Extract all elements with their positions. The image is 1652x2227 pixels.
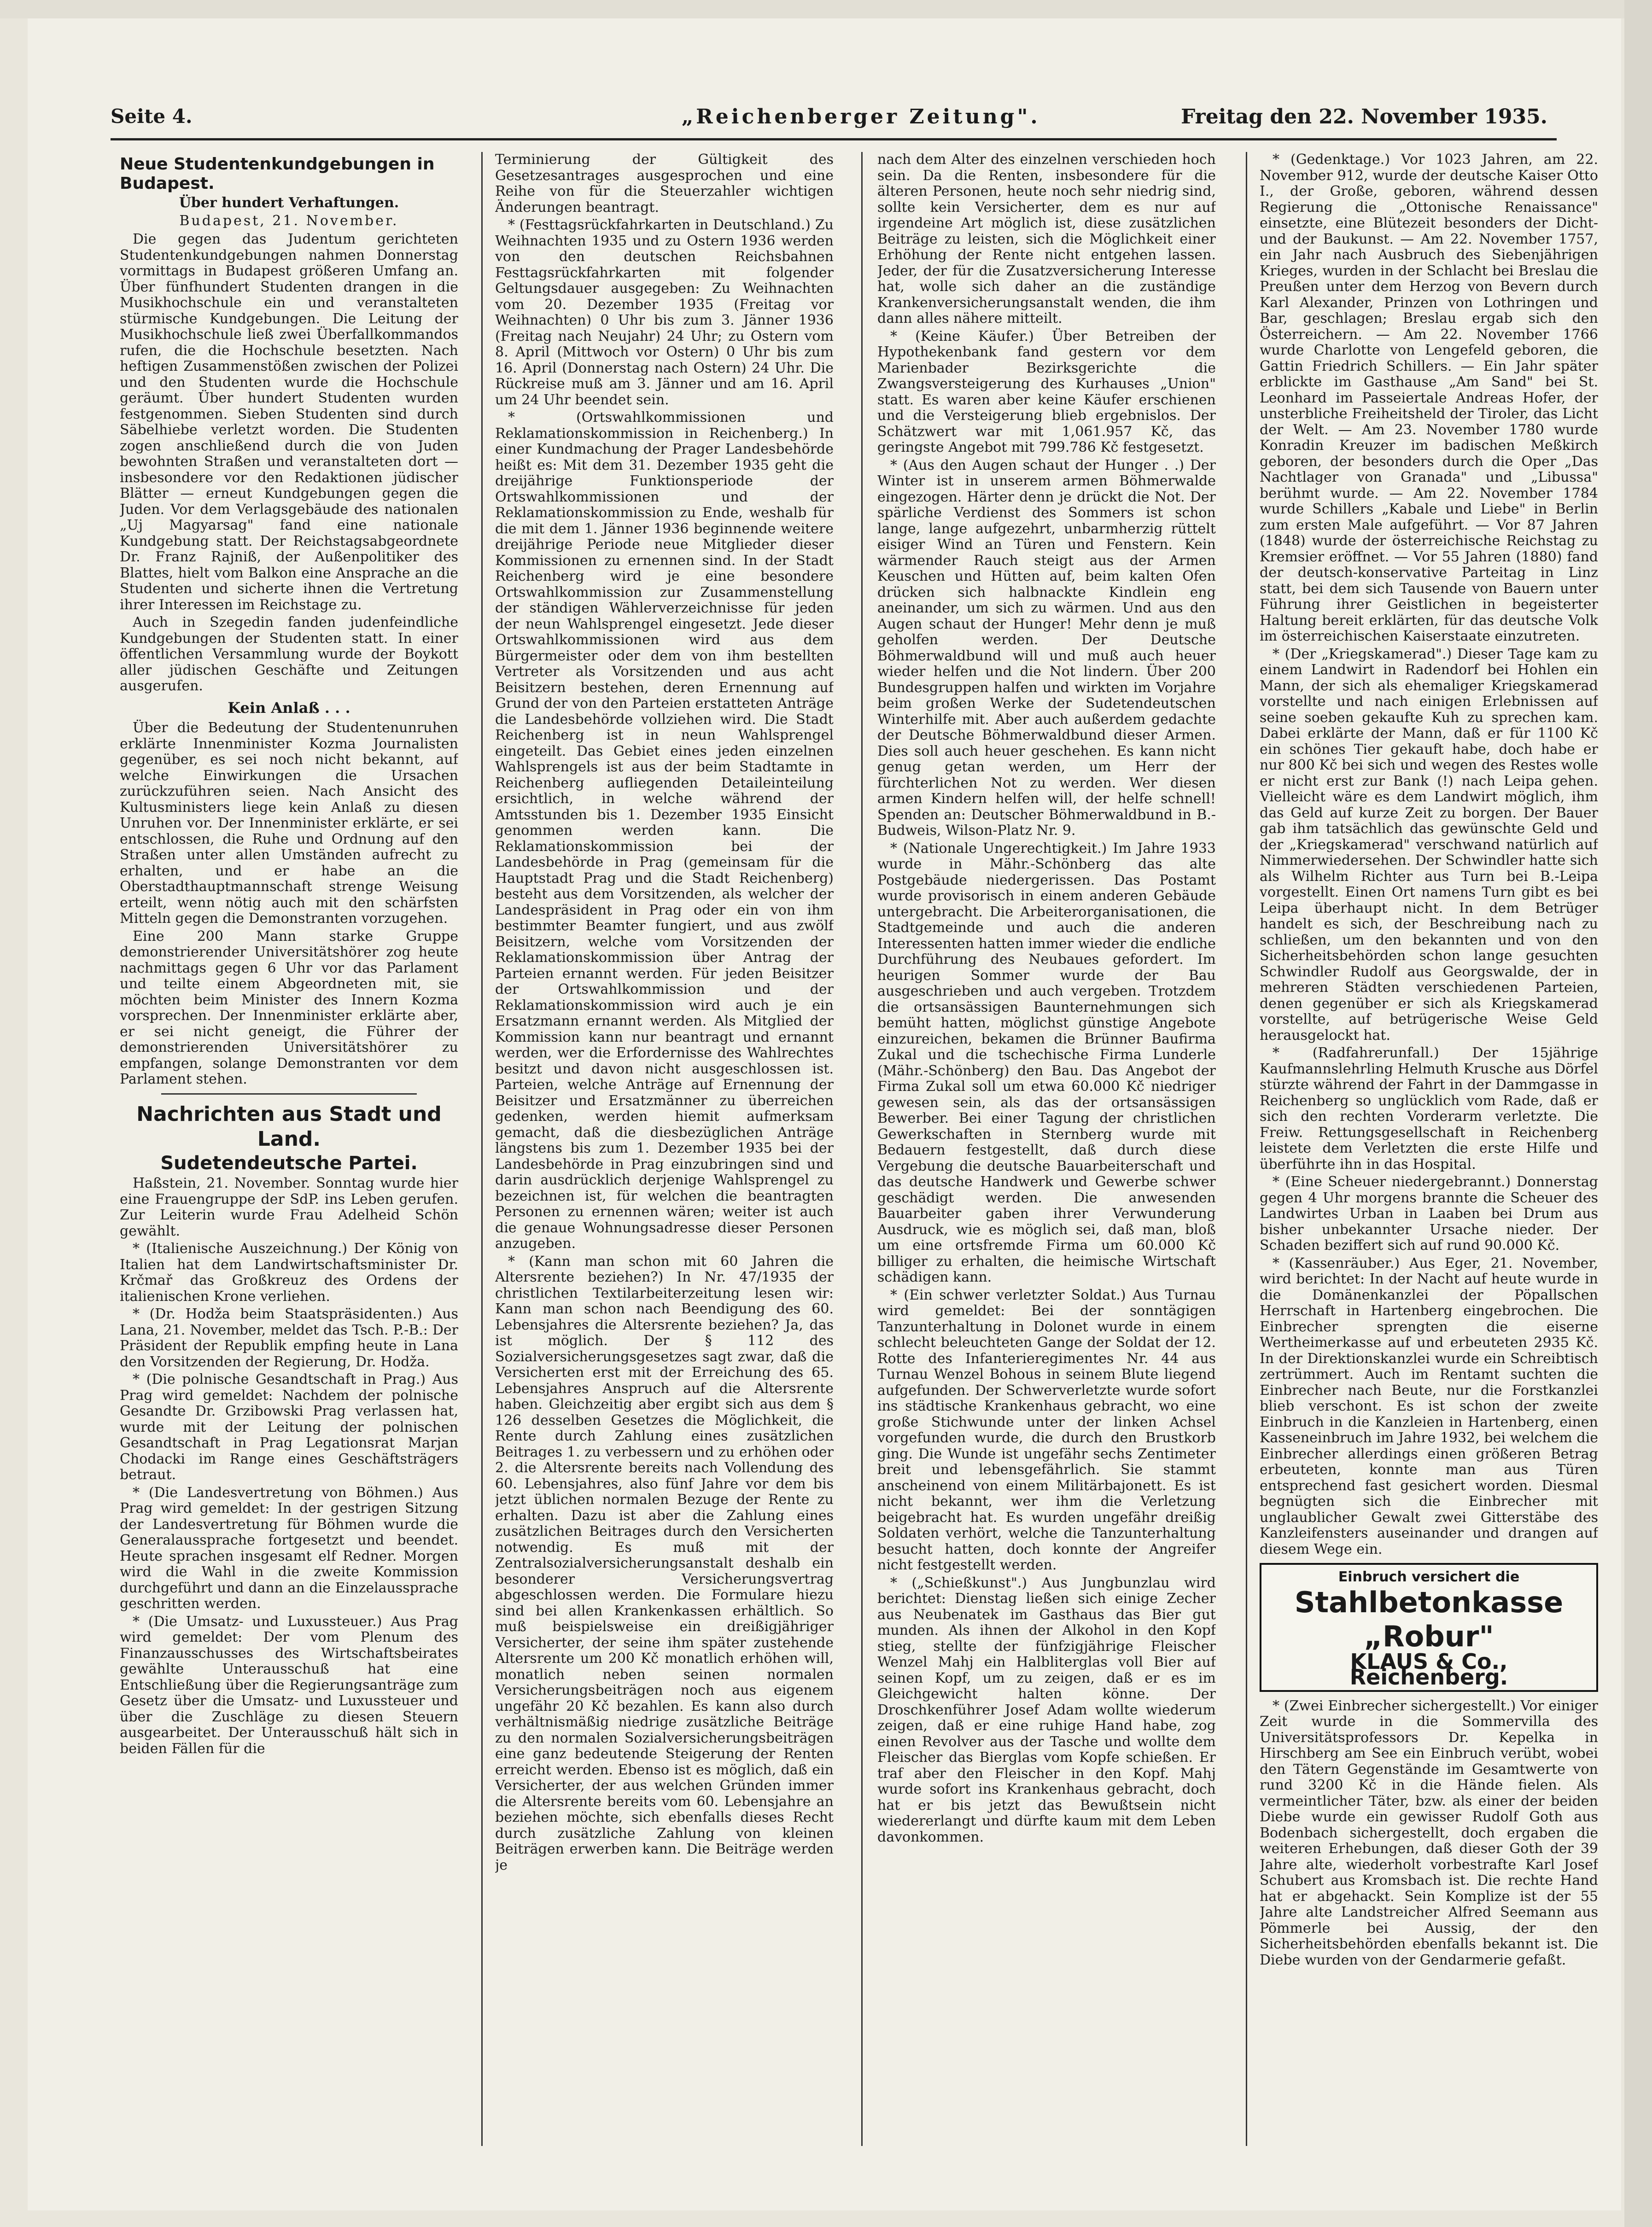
column-3: [877, 152, 1216, 2146]
article-dateline: Budapest, 21. November.: [179, 212, 399, 229]
section-subheading: Kein Anlaß . . .: [228, 699, 350, 717]
news-item: * (Italienische Auszeichnung.) Der König von Italien hat dem Landwirtschaftsminister Dr. Krčmař das Großkreuz des Ordens der italienischen Krone verliehen.: [120, 1241, 458, 1305]
page-border-top: [0, 0, 1652, 18]
page-header: [111, 105, 1547, 133]
news-item: * (Ein schwer verletzter Soldat.) Aus Turnau wird gemeldet: Bei der sonntägigen Tanzunterhaltung in Dolonet wurde in einem schlecht beleuchteten Gange der Soldat der 12. Rotte des Infanterieregimentes Nr. 44 aus Turnau Wenzel Bohous in seinem Blute liegend aufgefunden. Der Schwerverletzte wurde sofort ins städtische Krankenhaus gebracht, wo eine große Stichwunde unter der linken Achsel vorgefunden wurde, die durch den Brustkorb ging. Die Wunde ist ungefähr sechs Zentimeter breit und lebensgefährlich. Sie stammt anscheinend von einem Militärbajonett. Es ist nicht bekannt, wer ihm die Verletzung beigebracht hat. Es wurden ungefähr dreißig Soldaten verhört, welche die Tanzunterhaltung besucht hatten, doch konnte der Angreifer nicht festgestellt werden.: [877, 1287, 1216, 1573]
news-item: * (Kassenräuber.) Aus Eger, 21. November, wird berichtet: In der Nacht auf heute wurde in die Domänenkanzlei der Pöpallschen Herrschaft in Hartenberg eingebrochen. Die Einbrecher sprengten die eiserne Wertheimerkasse auf und erbeuteten 2935 Kč. In der Direktionskanzlei wurde ein Schreibtisch zertrümmert. Auch im Rentamt suchten die Einbrecher nach Beute, nur die Forstkanzlei blieb verschont. Es ist schon der zweite Einbruch in die Kanzleien in Hartenberg, einen Kasseneinbruch im Jahre 1932, bei welchem die Einbrecher allerdings einen größeren Betrag erbeuteten, konnte man aus Türen entsprechend fast gesichert worden. Diesmal begnügten sich die Einbrecher mit unglaublicher Gewalt zwei Gitterstäbe des Kanzleifensters auseinander und drangen auf diesem Wege ein.: [1260, 1255, 1598, 1557]
issue-date: Freitag den 22. November 1935.: [1181, 105, 1547, 128]
article-paragraph: Über die Bedeutung der Studentenunruhen erklärte Innenminister Kozma Journalisten gegenüber, es sei noch nicht bekannt, auf welche Einwirkungen die Ursachen zurückzuführen seien. Nach Ansicht des Kultusministers liege kein Anlaß zu diesen Unruhen vor. Der Innenminister erklärte, er sei entschlossen, die Ruhe und Ordnung auf den Straßen unter allen Umständen aufrecht zu erhalten, und er habe an die Oberstadthauptmannschaft strenge Weisung erteilt, wenn nötig auch mit den schärfsten Mitteln gegen die Demonstranten vorzugehen.: [120, 720, 458, 927]
news-item: * (Zwei Einbrecher sichergestellt.) Vor einiger Zeit wurde in die Sommervilla des Universitätsprofessors Dr. Kepelka in Hirschberg am See ein Einbruch verübt, wobei den Tätern Gegenstände im Gesamtwerte von rund 3200 Kč in die Hände fielen. Als vermeintlicher Täter, bzw. als einer der beiden Diebe wurde ein gewisser Rudolf Goth aus Bodenbach sichergestellt, doch ergaben die weiteren Erhebungen, daß dieser Goth der 39 Jahre alte, wiederholt vorbestrafte Karl Josef Schubert aus Kromsbach ist. Die rechte Hand hat er abgehackt. Sein Komplize ist der 55 Jahre alte Landstreicher Alfred Seemann aus Pömmerle bei Aussig, der den Sicherheitsbehörden ebenfalls bekannt ist. Die Diebe wurden von der Gendarmerie gefaßt.: [1260, 1697, 1598, 1968]
news-item: * (Eine Scheuer niedergebrannt.) Donnerstag gegen 4 Uhr morgens brannte die Scheuer des Landwirtes Urban in Laaben bei Drum aus bisher unbekannter Ursache nieder. Der Schaden beziffert sich auf rund 90.000 Kč.: [1260, 1174, 1598, 1253]
header-rule: [111, 138, 1557, 140]
column-rule: [861, 152, 863, 2146]
article-headline: Neue Studentenkundgebungen in Budapest.: [120, 155, 435, 193]
page-number: Seite 4.: [111, 105, 193, 128]
news-item: * (Die polnische Gesandtschaft in Prag.) Aus Prag wird gemeldet: Nachdem der polnische Gesandte Dr. Grzibowski Prag verlassen hat, wurde mit der Leitung der polnischen Gesandtschaft in Prag Legationsrat Marjan Chodacki im Range eines Geschäftsträgers betraut.: [120, 1371, 458, 1483]
page-border-right: [1624, 0, 1652, 2227]
section-subheading: Sudetendeutsche Partei.: [160, 1152, 418, 1174]
article-paragraph: Haßstein, 21. November. Sonntag wurde hier eine Frauengruppe der SdP. ins Leben gerufen. Zur Leiterin wurde Frau Adelheid Schön gewählt.: [120, 1175, 458, 1239]
column-rule: [481, 152, 483, 2146]
news-item: * („Schießkunst".) Aus Jungbunzlau wird berichtet: Dienstag ließen sich einige Zecher aus Neubenatek im Gasthaus das Bier gut munden. Als ihnen der Alkohol in den Kopf stieg, stellte der fünfzigjährige Fleischer Wenzel Mahj ein Halbliterglas voll Bier auf seinen Kopf, um zu zeigen, daß er es im Gleichgewicht halten könne. Der Droschkenführer Josef Adam wollte wiederum zeigen, daß er eine ruhige Hand habe, zog einen Revolver aus der Tasche und wollte dem Fleischer das Bierglas vom Kopfe schießen. Er traf aber den Fleischer in den Kopf. Mahj wurde sofort ins Krankenhaus gebracht, doch hat er bis jetzt das Bewußtsein nicht wiedererlangt und dürfte kaum mit dem Leben davonkommen.: [877, 1574, 1216, 1845]
article-paragraph: Die gegen das Judentum gerichteten Studentenkundgebungen nahmen Donnerstag vormittags in Budapest größeren Umfang an. Über fünfhundert Studenten drangen in die Musikhochschule ein und veranstalteten stürmische Kundgebungen. Die Leitung der Musikhochschule ließ zwei Überfallkommandos rufen, die die Hochschule besetzten. Nach heftigen Zusammenstößen zwischen der Polizei und den Studenten wurde die Hochschule geräumt. Über hundert Studenten wurden festgenommen. Sieben Studenten sind durch Säbelhiebe verletzt worden. Die Studenten zogen anschließend durch die von Juden bewohnten Straßen und veranstalteten dort — insbesondere vor den Redaktionen jüdischer Blätter — erneut Kundgebungen gegen die Juden. Vor dem Verlagsgebäude des nationalen „Uj Magyarsag" fand eine nationale Kundgebung statt. Der Reichstagsabgeordnete Dr. Franz Rajniß, der Außenpolitiker des Blattes, hielt vom Balkon eine Ansprache an die Studenten und sicherte ihnen die Vertretung ihrer Interessen im Reichstage zu.: [120, 231, 458, 613]
news-item: * (Radfahrerunfall.) Der 15jährige Kaufmannslehrling Helmuth Krusche aus Dörfel stürzte während der Fahrt in der Dammgasse in Reichenberg so unglücklich vom Rade, daß er sich den rechten Vorderarm verletzte. Die Freiw. Rettungsgesellschaft in Reichenberg leistete dem Verletzten die erste Hilfe und überführte ihn in das Hospital.: [1260, 1045, 1598, 1172]
advertisement-tagline: Einbruch versichert die: [1338, 1569, 1520, 1585]
news-item: * (Der „Kriegskamerad".) Dieser Tage kam zu einem Landwirt in Radendorf bei Hohlen ein Mann, der sich als ehemaliger Kriegskamerad vorstellte und nach einigen Erlebnissen auf seine soeben gekaufte Kuh zu sprechen kam. Dabei erklärte der Mann, daß er für 1100 Kč ein schönes Tier gekauft habe, doch habe er nur 800 Kč bei sich und wegen des Restes wolle er nicht erst zur Bank (!) nach Leipa gehen. Vielleicht wäre es dem Landwirt möglich, ihm das Geld auf kurze Zeit zu borgen. Der Bauer gab ihm tatsächlich das gewünschte Geld und der „Kriegskamerad" verschwand natürlich auf Nimmerwiedersehen. Der Schwindler hatte sich als Wilhelm Richter aus Turn bei B.-Leipa vorgestellt. Einen Ort namens Turn gibt es bei Leipa überhaupt nicht. In dem Betrüger handelt es sich, der Beschreibung nach zu schließen, um den bekannten und von den Sicherheitsbehörden schon lange gesuchten Schwindler Rudolf aus Georgswalde, der in mehreren Städten verschiedenen Parteien, denen gegenüber er sich als Kriegskamerad vorstellte, auf betrügerische Weise Geld herausgelockt hat.: [1260, 646, 1598, 1044]
news-item: * (Gedenktage.) Vor 1023 Jahren, am 22. November 912, wurde der deutsche Kaiser Otto I., der Große, geboren, während dessen Regierung die „Ottonische Renaissance" einsetzte, eine Blütezeit besonders der Dicht- und der Baukunst. — Am 22. November 1757, ein Jahr nach Ausbruch des Siebenjährigen Krieges, wurden in der Schlacht bei Breslau die Preußen unter dem Herzog von Bevern durch Karl Alexander, Prinzen von Lothringen und Bar, geschlagen; Breslau ergab sich den Österreichern. — Am 22. November 1766 wurde Charlotte von Lengefeld geboren, die Gattin Friedrich Schillers. — Ein Jahr später erblickte im Gasthause „Am Sand" bei St. Leonhard im Passeiertale Andreas Hofer, der unsterbliche Freiheitsheld der Tiroler, das Licht der Welt. — Am 23. November 1780 wurde Konradin Kreuzer im badischen Meßkirch geboren, der besonders durch die Oper „Das Nachtlager von Granada" und „Libussa" berühmt wurde. — Am 22. November 1784 wurde Schillers „Kabale und Liebe" in Berlin zum ersten Male aufgeführt. — Vor 87 Jahren (1848) wurde der österreichische Reichstag zu Kremsier eröffnet. — Vor 55 Jahren (1880) fand der deutsch-konservative Parteitag in Linz statt, bei dem sich Tausende von Bauern unter Führung ihrer Geistlichen in begeisterter Haltung bereit erklärten, für das deutsche Volk im österreichischen Kaiserstaate einzutreten.: [1260, 152, 1598, 644]
news-item: * (Dr. Hodža beim Staatspräsidenten.) Aus Lana, 21. November, meldet das Tsch. P.-B.: Der Präsident der Republik empfing heute in Lana den Vorsitzenden der Regierung, Dr. Hodža.: [120, 1306, 458, 1370]
news-item: * (Die Umsatz- und Luxussteuer.) Aus Prag wird gemeldet: Der vom Plenum des Finanzausschusses des Wirtschaftsbeirates gewählte Unterausschuß hat eine Entschließung über die Regierungsanträge zum Gesetz über die Umsatz- und Luxussteuer und über die Zuschläge zu diesen Steuern ausgearbeitet. Der Unterausschuß hält sich in beiden Fällen für die: [120, 1613, 458, 1757]
section-heading: Nachrichten aus Stadt und Land.: [136, 1102, 442, 1151]
news-item: * (Keine Käufer.) Über Betreiben der Hypothekenbank fand gestern vor dem Marienbader Bezirksgerichte die Zwangsversteigerung des Kurhauses „Union" statt. Es waren aber keine Käufer erschienen und die Versteigerung blieb ergebnislos. Der Schätzwert war mit 1,061.957 Kč, das geringste Angebot mit 799.786 Kč festgesetzt.: [877, 328, 1216, 455]
article-paragraph: nach dem Alter des einzelnen verschieden hoch sein. Da die Renten, insbesondere für die älteren Personen, heute noch sehr niedrig sind, sollte kein Versicherter, dem es nur auf irgendeine Art möglich ist, diese zusätzlichen Beiträge zu leisten, sich die Möglichkeit einer Erhöhung der Rente nicht entgehen lassen. Jeder, der für die Zusatzversicherung Interesse hat, wolle sich daher an die zuständige Krankenversicherungsanstalt wenden, die ihm dann alles nähere mitteilt.: [877, 152, 1216, 326]
article-paragraph: Eine 200 Mann starke Gruppe demonstrierender Universitätshörer zog heute nachmittags gegen 6 Uhr vor das Parlament und teilte einem Abgeordneten mit, sie möchten beim Minister des Innern Kozma vorsprechen. Der Innenminister erklärte aber, er sei nicht geneigt, die Führer der demonstrierenden Universitätshörer zu empfangen, solange Demonstranten vor dem Parlament stehen.: [120, 928, 458, 1087]
article-paragraph: Terminierung der Gültigkeit des Gesetzesantrages ausgesprochen und eine Reihe von für die Steuerzahler wichtigen Änderungen beantragt.: [495, 152, 834, 216]
article-paragraph: Auch in Szegedin fanden judenfeindliche Kundgebungen der Studenten statt. In einer öffentlichen Versammlung wurde der Boykott aller jüdischen Geschäfte und Zeitungen ausgerufen.: [120, 614, 458, 694]
news-item: * (Die Landesvertretung von Böhmen.) Aus Prag wird gemeldet: In der gestrigen Sitzung der Landesvertretung für Böhmen wurde die Generalaussprache fortgesetzt und beendet. Heute sprachen insgesamt elf Redner. Morgen wird die Wahl in die zweite Kommission durchgeführt und dann an die Einzelaussprache geschritten werden.: [120, 1484, 458, 1612]
article-subheadline: Über hundert Verhaftungen.: [179, 195, 399, 211]
news-item: * (Aus den Augen schaut der Hunger . .) Der Winter ist in unserem armen Böhmerwalde eingezogen. Härter denn je drückt die Not. Der spärliche Verdienst des Sommers ist schon lange, lange aufgezehrt, unbarmherzig rüttelt eisiger Wind an Türen und Fenstern. Kein wärmender Rauch steigt aus der Armen Keuschen und Hütten auf, beim kalten Ofen drücken sich halbnackte Kindlein eng aneinander, um sich zu wärmen. Und aus den Augen schaut der Hunger! Mehr denn je muß geholfen werden. Der Deutsche Böhmerwaldbund will und muß auch heuer wieder helfen und die Not lindern. Über 200 Bundesgruppen halfen und wirkten im Vorjahre beim großen Werke der Sudetendeutschen Winterhilfe mit. Aber auch außerdem gedachte der Deutsche Böhmerwaldbund dieser Armen. Dies soll auch heuer geschehen. Es kann nicht genug getan werden, um Herr der fürchterlichen Not zu werden. Wer diesen armen Kindern helfen will, der helfe schnell! Spenden an: Deutscher Böhmerwaldbund in B.-Budweis, Wilson-Platz Nr. 9.: [877, 457, 1216, 839]
newspaper-name: „Reichenberger Zeitung".: [682, 105, 1040, 128]
column-2: [495, 152, 834, 2146]
news-item: * (Kann man schon mit 60 Jahren die Altersrente beziehen?) In Nr. 47/1935 der christlichen Textilarbeiterzeitung lesen wir: Kann man schon nach Beendigung des 60. Lebensjahres die Altersrente beziehen? Ja, das ist möglich. Der § 112 des Sozialversicherungsgesetzes sagt zwar, daß die Versicherten erst mit der Erreichung des 65. Lebensjahres Anspruch auf die Altersrente haben. Gleichzeitig aber ergibt sich aus dem § 126 desselben Gesetzes die Möglichkeit, die Rente durch Zahlung eines zusätzlichen Beitrages 1. zu verbessern und zu erhöhen oder 2. die Altersrente bereits nach Vollendung des 60. Lebensjahres, also fünf Jahre vor dem bis jetzt üblichen normalen Bezuge der Rente zu erhalten. Dazu ist aber die Zahlung eines zusätzlichen Beitrages durch den Versicherten notwendig. Es muß mit der Zentralsozialversicherungsanstalt deshalb ein besonderer Versicherungsvertrag abgeschlossen werden. Die Formulare hiezu sind bei allen Krankenkassen erhältlich. So muß beispielsweise ein dreißigjähriger Versicherter, der seine ihm später zustehende Altersrente um 200 Kč monatlich erhöhen will, monatlich neben seinen normalen Versicherungsbeiträgen noch aus eigenem ungefähr 20 Kč bezahlen. Es kann also durch verhältnismäßig niedrige zusätzliche Beiträge zu den normalen Sozialversicherungsbeiträgen eine ganz bedeutende Steigerung der Renten erreicht werden. Ebenso ist es möglich, daß ein Versicherter, der aus welchen Gründen immer die Altersrente bereits vom 60. Lebensjahre an beziehen möchte, sich ebenfalls dieses Recht durch zusätzliche Zahlung von kleinen Beiträgen erwerben kann. Die Beiträge werden je: [495, 1253, 834, 1873]
column-4: [1260, 152, 1598, 2146]
column-1: [120, 152, 458, 2146]
news-item: * (Ortswahlkommissionen und Reklamationskommission in Reichenberg.) In einer Kundmachung der Prager Landesbehörde heißt es: Mit dem 31. Dezember 1935 geht die dreijährige Funktionsperiode der Ortswahlkommissionen und der Reklamationskommission zu Ende, weshalb für die mit dem 1. Jänner 1936 beginnende weitere dreijährige Periode neue Mitglieder dieser Kommissionen zu ernennen sind. In der Stadt Reichenberg wird je eine besondere Ortswahlkommission zur Zusammenstellung der ständigen Wählerverzeichnisse für jeden der neun Wahlsprengel eingesetzt. Jede dieser Ortswahlkommissionen wird aus dem Bürgermeister oder dem von ihm bestellten Vertreter als Vorsitzenden und aus acht Beisitzern bestehen, deren Ernennung auf Grund der von den Parteien erstatteten Anträge die Landesbehörde vollziehen wird. Die Stadt Reichenberg ist in neun Wahlsprengel eingeteilt. Das Gebiet eines jeden einzelnen Wahlsprengels ist aus der beim Stadtamte in Reichenberg aufliegenden Detaileinteilung ersichtlich, in welche während der Amtsstunden bis 1. Dezember 1935 Einsicht genommen werden kann. Die Reklamationskommission bei der Landesbehörde in Prag (gemeinsam für die Hauptstadt Prag und die Stadt Reichenberg) besteht aus dem Vorsitzenden, als welcher der Landespräsident in Prag oder ein von ihm bestimmter Beamter fungiert, und aus zwölf Beisitzern, welche vom Vorsitzenden der Reklamationskommission über Antrag der Parteien ernannt werden. Für jeden Beisitzer der Ortswahlkommission und der Reklamationskommission wird auch je ein Ersatzmann ernannt werden. Als Mitglied der Kommission kann nur beantragt und ernannt werden, wer die Erfordernisse des Wahlrechtes besitzt und davon nicht ausgeschlossen ist. Parteien, welche Anträge auf Ernennung der Beisitzer und Ersatzmänner zu überreichen gedenken, werden hiemit aufmerksam gemacht, daß die diesbezüglichen Anträge längstens bis zum 1. Dezember 1935 bei der Landesbehörde in Prag einzubringen sind und darin ausdrücklich derjenige Wahlsprengel zu bezeichnen ist, für welchen die beantragten Personen zu ernennen wären; weiter ist auch die genaue Wohnungsadresse dieser Personen anzugeben.: [495, 409, 834, 1252]
column-rule: [1246, 152, 1247, 2146]
advertisement-company: KLAUS & Co., Reichenberg.: [1349, 1649, 1508, 1690]
news-item: * (Festtagsrückfahrkarten in Deutschland.) Zu Weihnachten 1935 und zu Ostern 1936 werden von den deutschen Reichsbahnen Festtagsrückfahrkarten mit folgender Geltungsdauer ausgegeben: Zu Weihnachten vom 20. Dezember 1935 (Freitag vor Weihnachten) 0 Uhr bis zum 3. Jänner 1936 (Freitag nach Neujahr) 24 Uhr; zu Ostern vom 8. April (Mittwoch vor Ostern) 0 Uhr bis zum 16. April (Donnerstag nach Ostern) 24 Uhr. Die Rückreise muß am 3. Jänner und am 16. April um 24 Uhr beendet sein.: [495, 217, 834, 408]
advertisement-box: [1260, 1563, 1598, 1692]
advertisement-product: Stahlbetonkasse „Robur": [1294, 1585, 1564, 1653]
separator-rule: [161, 1093, 417, 1095]
news-item: * (Nationale Ungerechtigkeit.) Im Jahre 1933 wurde in Mähr.-Schönberg das alte Postgebäude niedergerissen. Das Postamt wurde provisorisch in einem anderen Gebäude untergebracht. Die Arbeiterorganisationen, die Stadtgemeinde und auch die anderen Interessenten hatten immer wieder die endliche Durchführung des Neubaues gefordert. Im heurigen Sommer wurde der Bau ausgeschrieben und auch vergeben. Trotzdem die ortsansässigen Baunternehmungen sich bemüht hatten, möglichst günstige Angebote einzureichen, bekamen die Brünner Baufirma Zukal und die tschechische Firma Lunderle (Mähr.-Schönberg) den Bau. Das Angebot der Firma Zukal soll um etwa 60.000 Kč niedriger gewesen sein, als das der ortsansässigen Bewerber. Bei einer Tagung der christlichen Gewerkschaften in Sternberg wurde mit Bedauern festgestellt, daß durch diese Vergebung die deutsche Bauarbeiterschaft und das deutsche Handwerk und Gewerbe schwer geschädigt werden. Die anwesenden Bauarbeiter gaben ihrer Verwunderung Ausdruck, wie es möglich sei, daß man, bloß um eine ortsfremde Firma um 60.000 Kč billiger zu erhalten, die heimische Wirtschaft schädigen kann.: [877, 840, 1216, 1285]
